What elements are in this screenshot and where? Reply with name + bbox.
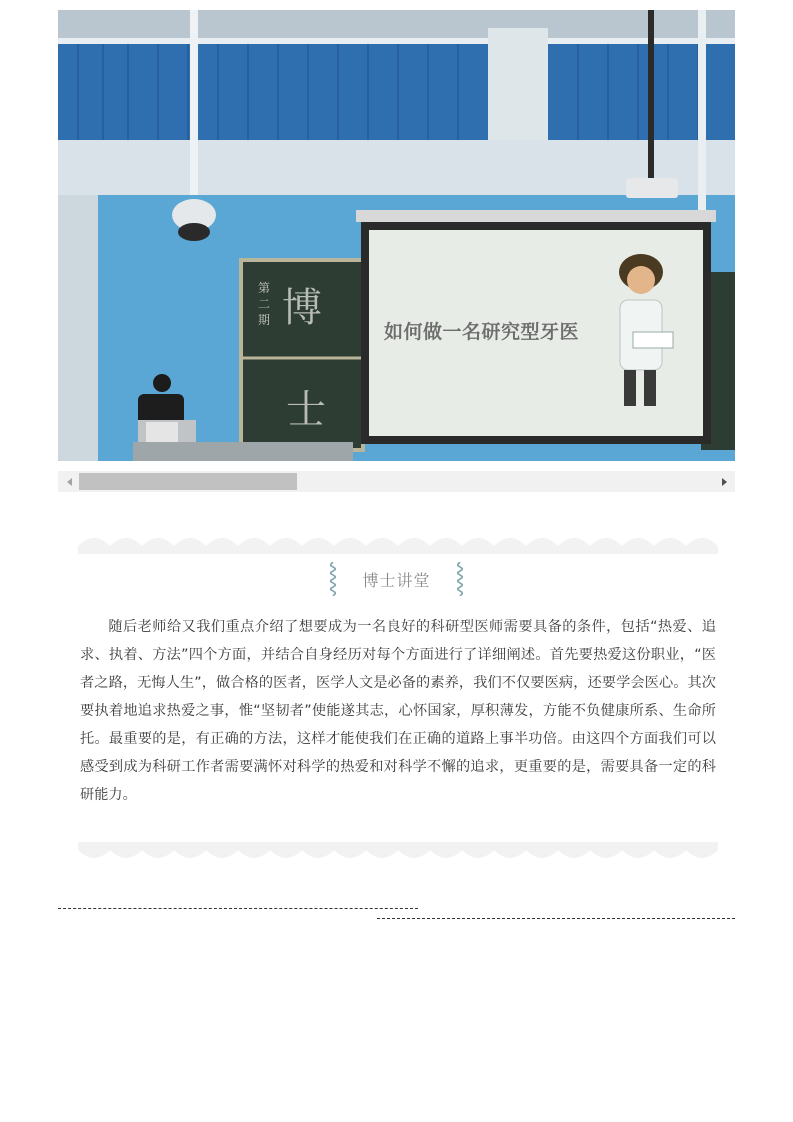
horizontal-scrollbar[interactable] (58, 471, 735, 492)
cloud-border-top (78, 532, 718, 554)
blackboard-period-text: 第二期 (258, 281, 271, 327)
lecture-photo-illustration (58, 10, 735, 461)
scroll-left-button[interactable] (60, 471, 78, 492)
dashed-divider-left (58, 908, 418, 909)
section-title: 博士讲堂 (362, 570, 431, 590)
blackboard-char-2: 士 (286, 387, 326, 433)
triangle-right-icon (722, 478, 727, 486)
slide-title: 如何做一名研究型牙医 (384, 321, 580, 343)
triangle-left-icon (67, 478, 72, 486)
scrollbar-thumb[interactable] (79, 473, 297, 490)
blackboard-char-1: 博 (282, 285, 322, 331)
scroll-right-button[interactable] (715, 471, 733, 492)
zigzag-right-icon (457, 562, 463, 596)
section-paragraph: 随后老师给又我们重点介绍了想要成为一名良好的科研型医师需要具备的条件，包括“热爱、追求、执着、方法”四个方面，并结合自身经历对每个方面进行了详细阐述。首先要热爱这份职业，“医者之路，无悔人生”，做合格的医者，医学人文是必备的素养，我们不仅要医病，还要学会医心。其次要执着地追求热爱之事，惟“坚韧者”使能遂其志，心怀国家，厚积薄发，方能不负健康所系、生命所托。最重要的是，有正确的方法，这样才能使我们在正确的道路上事半功倍。由这四个方面我们可以感受到成为科研工作者需要满怀对科学的热爱和对科学不懈的追求，更重要的是，需要具备一定的科研能力。 (80, 619, 716, 803)
cloud-border-bottom (78, 842, 718, 864)
section-title-row (0, 562, 793, 596)
dashed-divider-right (377, 918, 735, 919)
lecture-photo (58, 10, 735, 461)
